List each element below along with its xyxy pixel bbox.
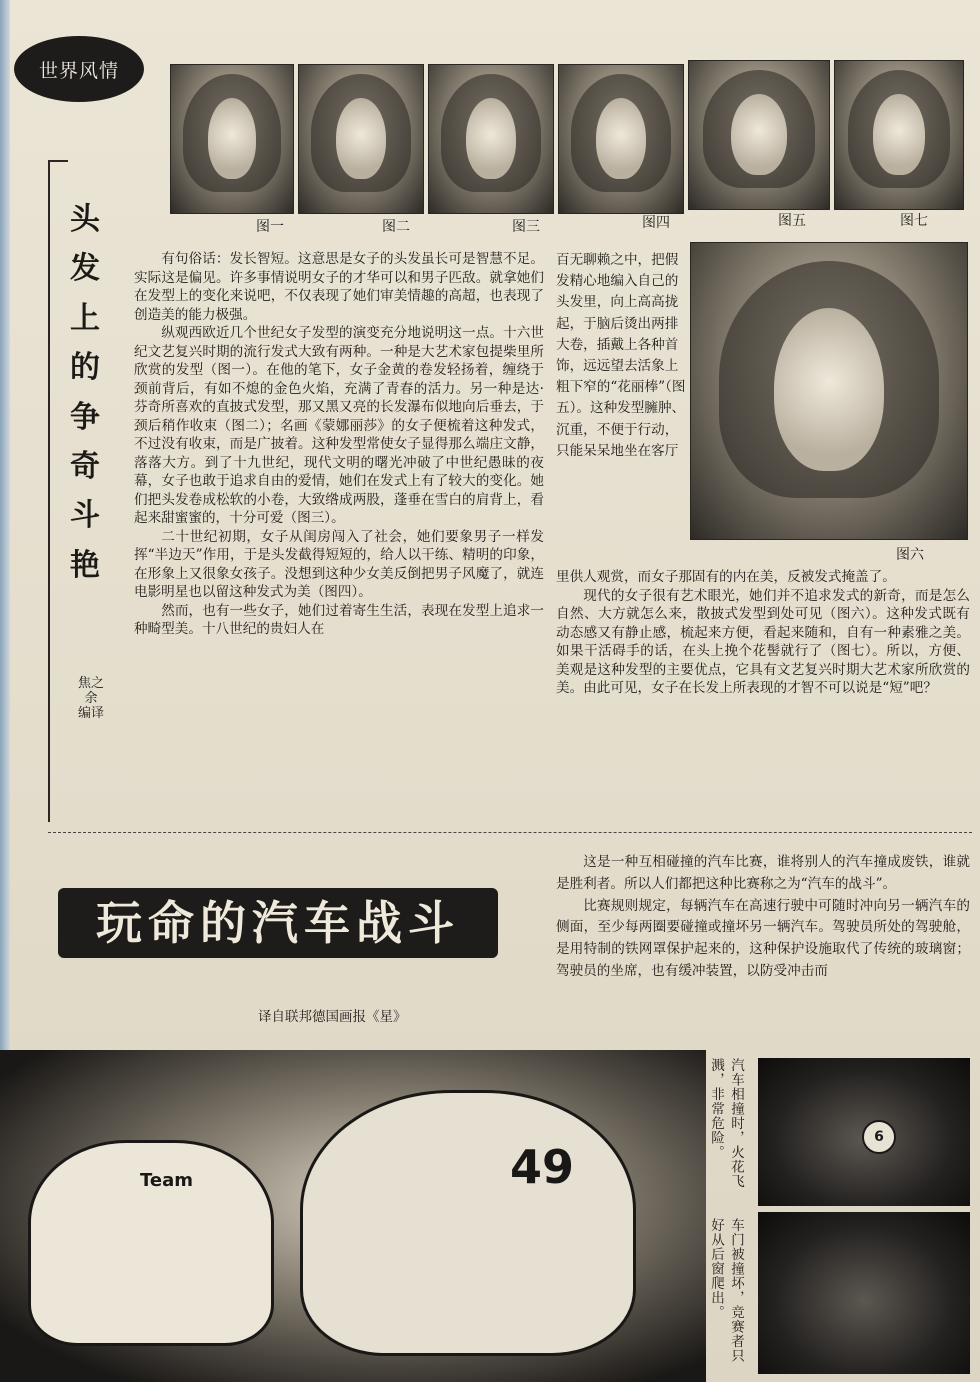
title-char: 上 <box>70 300 100 336</box>
car-team-text: Team <box>140 1170 193 1191</box>
title-char: 头 <box>70 202 100 237</box>
paragraph: 里供人观赏，而女子那固有的内在美，反被发式掩盖了。 <box>556 569 896 585</box>
article2-body <box>556 852 970 983</box>
crash-photo-bottom <box>758 1212 970 1374</box>
article-narrow-column: 百无聊赖之中，把假发精心地编入自己的头发里，向上高高拢起，于脑后烫出两排大卷，插戴上各种首饰，远远望去活象上粗下窄的“花丽棒”（图五）。这种发型臃肿、沉重，不便于行动，只能呆呆地坐在客厅 <box>556 252 686 459</box>
title-char: 争 <box>70 399 100 435</box>
title-bracket-top <box>48 160 68 162</box>
figure-1-photo <box>170 64 294 214</box>
figure-5-photo <box>688 60 830 210</box>
title-char: 的 <box>70 350 100 386</box>
figure-caption-5: 图五 <box>778 213 806 229</box>
title-char: 发 <box>70 251 100 287</box>
figure-caption-2: 图二 <box>382 219 410 235</box>
author-credit: 焦之余 编译 <box>78 676 105 721</box>
figure-caption-6: 图六 <box>896 547 924 563</box>
paragraph: 现代的女子很有艺术眼光，她们并不追求发式的新奇，而是怎么自然、大方就怎么来，散披式发型到处可见（图六）。这种发式既有动态感又有静止感，梳起来方便，看起来随和，自有一种素雅之美。如果干活碍手的话，在头上挽个花髻就行了（图七）。所以，方便、美观是这种发型的主要优点，它具有文艺复兴时期大艺术家所欣赏的美。由此可见，女子在长发上所表现的才智不可以说是“短”吧？ <box>556 587 970 696</box>
section-divider <box>48 832 972 833</box>
car-number-6: 6 <box>862 1120 896 1154</box>
paragraph: 纵观西欧近几个世纪女子发型的演变充分地说明这一点。十六世纪文艺复兴时期的流行发式大致有两种。一种是大艺术家包提柴里所欣赏的发型（图一）。在他的笔下，女子金黄的卷发轻扬着，缠绕于颈前背后，有如不熄的金色火焰，充满了青春的活力。另一种是达·芬奇所喜欢的直披式发型，那又黑又亮的长发瀑布似地向后垂去，于颈后稍作收束（图二）；名画《蒙娜丽莎》的女子便梳着这种发式，不过没有收束，而是广披着。这种发型常使女子显得那么端庄文静，落落大方。到了十九世纪，现代文明的曙光冲破了中世纪愚昧的夜幕，女子也敢于追求自由的爱情，她们在发式上有了较大的变化。她们把头发卷成松软的小卷，大致绺成两股，蓬垂在雪白的肩背上，看起来甜蜜蜜的，十分可爱（图三）。 <box>134 325 544 526</box>
article-right-column <box>556 568 970 698</box>
figure-caption-4: 图四 <box>642 215 670 231</box>
paragraph: 有句俗话：发长智短。这意思是女子的头发虽长可是智慧不足。实际这是偏见。许多事情说明女子的才华可以和男子匹敌。就拿她们在发型上的变化来说吧，不仅表现了她们审美情趣的高超，也表现了创造美的能力极强。 <box>134 251 544 323</box>
title-bracket-left <box>48 160 50 822</box>
paragraph: 这是一种互相碰撞的汽车比赛，谁将别人的汽车撞成废铁，谁就是胜利者。所以人们都把这种比赛称之为“汽车的战斗”。 <box>556 854 970 892</box>
section-badge: 世界风情 <box>14 36 144 102</box>
figure-caption-7: 图七 <box>900 213 928 229</box>
article-title <box>56 195 114 590</box>
figure-4-photo <box>558 64 684 214</box>
paragraph: 比赛规则规定，每辆汽车在高速行驶中可随时冲向另一辆汽车的侧面，至少每两圈要碰撞或撞坏另一辆汽车。驾驶员所处的驾驶舱，是用特制的铁网罩保护起来的，这种保护设施取代了传统的玻璃窗；驾驶员的坐席，也有缓冲装置，以防受冲击而 <box>556 897 970 979</box>
car-49 <box>300 1090 636 1356</box>
crash-photo-top <box>758 1058 970 1206</box>
article2-source: 译自联邦德国画报《星》 <box>258 1009 407 1025</box>
figure-7-photo <box>834 60 964 210</box>
figure-2-photo <box>298 64 424 214</box>
title-char: 斗 <box>70 498 100 534</box>
figure-3-photo <box>428 64 554 214</box>
car-number-49: 49 <box>510 1140 575 1194</box>
article-left-column <box>134 250 544 639</box>
figure-6-photo <box>690 242 968 540</box>
title-char: 艳 <box>70 547 100 583</box>
figure-caption-1: 图一 <box>256 219 284 235</box>
photo-caption-1: 汽车相撞时，火花飞溅，非常危险。 <box>708 1058 744 1189</box>
article2-title: 玩命的汽车战斗 <box>96 896 460 950</box>
paragraph: 二十世纪初期，女子从闺房闯入了社会，她们要象男子一样发挥“半边天”作用，于是头发截得短短的，给人以干练、精明的印象，在形象上又很象女孩子。没想到这种少女美反倒把男子风魔了，就连电影明星也以留这种发式为美（图四）。 <box>134 528 544 600</box>
photo-caption-2: 车门被撞坏，竞赛者只好从后窗爬出。 <box>708 1218 744 1363</box>
article2-title-banner <box>58 888 498 958</box>
paragraph: 然而，也有一些女子，她们过着寄生生活，表现在发型上追求一种畸型美。十八世纪的贵妇人在 <box>134 602 544 637</box>
title-char: 奇 <box>70 448 100 484</box>
figure-caption-3: 图三 <box>512 219 540 235</box>
